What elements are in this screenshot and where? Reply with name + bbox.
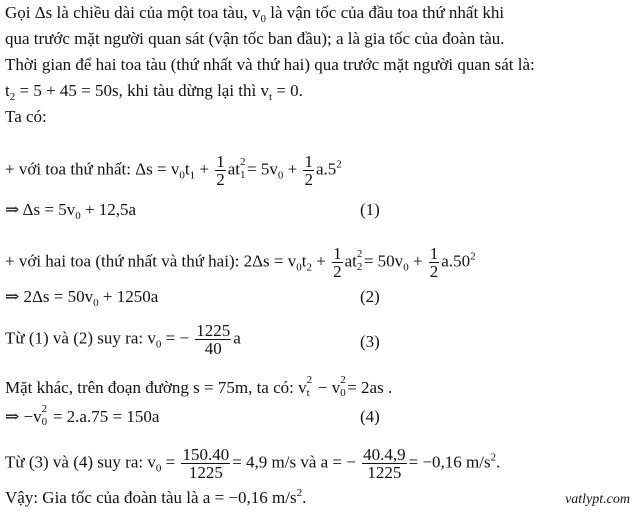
equation-3-number: (3)	[360, 332, 380, 351]
fraction-half: $\frac{1}{2}$	[216, 152, 225, 189]
other-relation-line: Mặt khác, trên đoạn đường s = 75m, ta có: v 2 t − v 2 0 = 2as .	[5, 374, 393, 400]
fraction-half: $\frac{1}{2}$	[429, 244, 439, 281]
fraction-half: $\frac{1}{2}$	[304, 152, 313, 189]
fraction-150-40-over-1225: $\frac{150.40}{1225}$	[182, 445, 230, 482]
paragraph-line-3: Thời gian để hai toa tàu (thứ nhất và thứ hai) qua trước mặt người quan sát là:	[5, 55, 535, 74]
equation-1-number: (1)	[360, 200, 380, 219]
equation-5: Từ (3) và (4) suy ra: $v_0$ = $\frac{150.40}{1225}$ = 4,9 m/s và a = − $\frac{40.4,9}{1225}$ = −0,16 $m/s^2$.	[5, 445, 501, 482]
case2-equation: + với hai toa (thứ nhất và thứ hai): $2\Delta s = v_0t_2$ + $\frac{1}{2}$ at 2 2 = $50v_0$ + $\frac{1}{2}$ $a.50^2$	[5, 244, 476, 281]
equation-4: ⇒ −v 2 0 = 2.a.75 = 150a	[5, 403, 160, 429]
equation-1: ⇒ $\Delta s = 5v_0 + 12,5a$	[5, 200, 137, 222]
watermark: vatlypt.com	[565, 492, 630, 507]
paragraph-line-4: $t_2 = 5 + 45 = 50s$, khi tàu dừng lại thì $v_t = 0$.	[5, 81, 303, 103]
paragraph-line-2: qua trước mặt người quan sát (vận tốc ban đầu); a là gia tốc của đoàn tàu.	[5, 29, 505, 48]
equation-2-number: (2)	[360, 287, 380, 306]
case1-equation: + với toa thứ nhất: $\Delta s = v_0t_1$ + $\frac{1}{2}$ at 2 1 = $5v_0$ + $\frac{1}{2}$ $a.5^2$	[5, 152, 342, 189]
equation-4-number: (4)	[360, 407, 380, 426]
fraction-half: $\frac{1}{2}$	[333, 244, 342, 281]
equation-2: ⇒ $2\Delta s = 50v_0 + 1250a$	[5, 287, 159, 309]
paragraph-line-5: Ta có:	[5, 107, 47, 126]
fraction-1225-40: $\frac{1225}{40}$	[196, 321, 231, 358]
conclusion-line: Vậy: Gia tốc của đoàn tàu là a = −0,16 $m/s^2$.	[5, 487, 307, 507]
equation-3: Từ (1) và (2) suy ra: $v_0$ = − $\frac{1225}{40}$ a	[5, 321, 241, 358]
paragraph-line-1: Gọi Δs là chiều dài của một toa tàu, $v_0$ là vận tốc của đầu toa thứ nhất khi	[5, 3, 505, 25]
fraction-40-4-9-over-1225: $\frac{40.4,9}{1225}$	[363, 445, 406, 482]
